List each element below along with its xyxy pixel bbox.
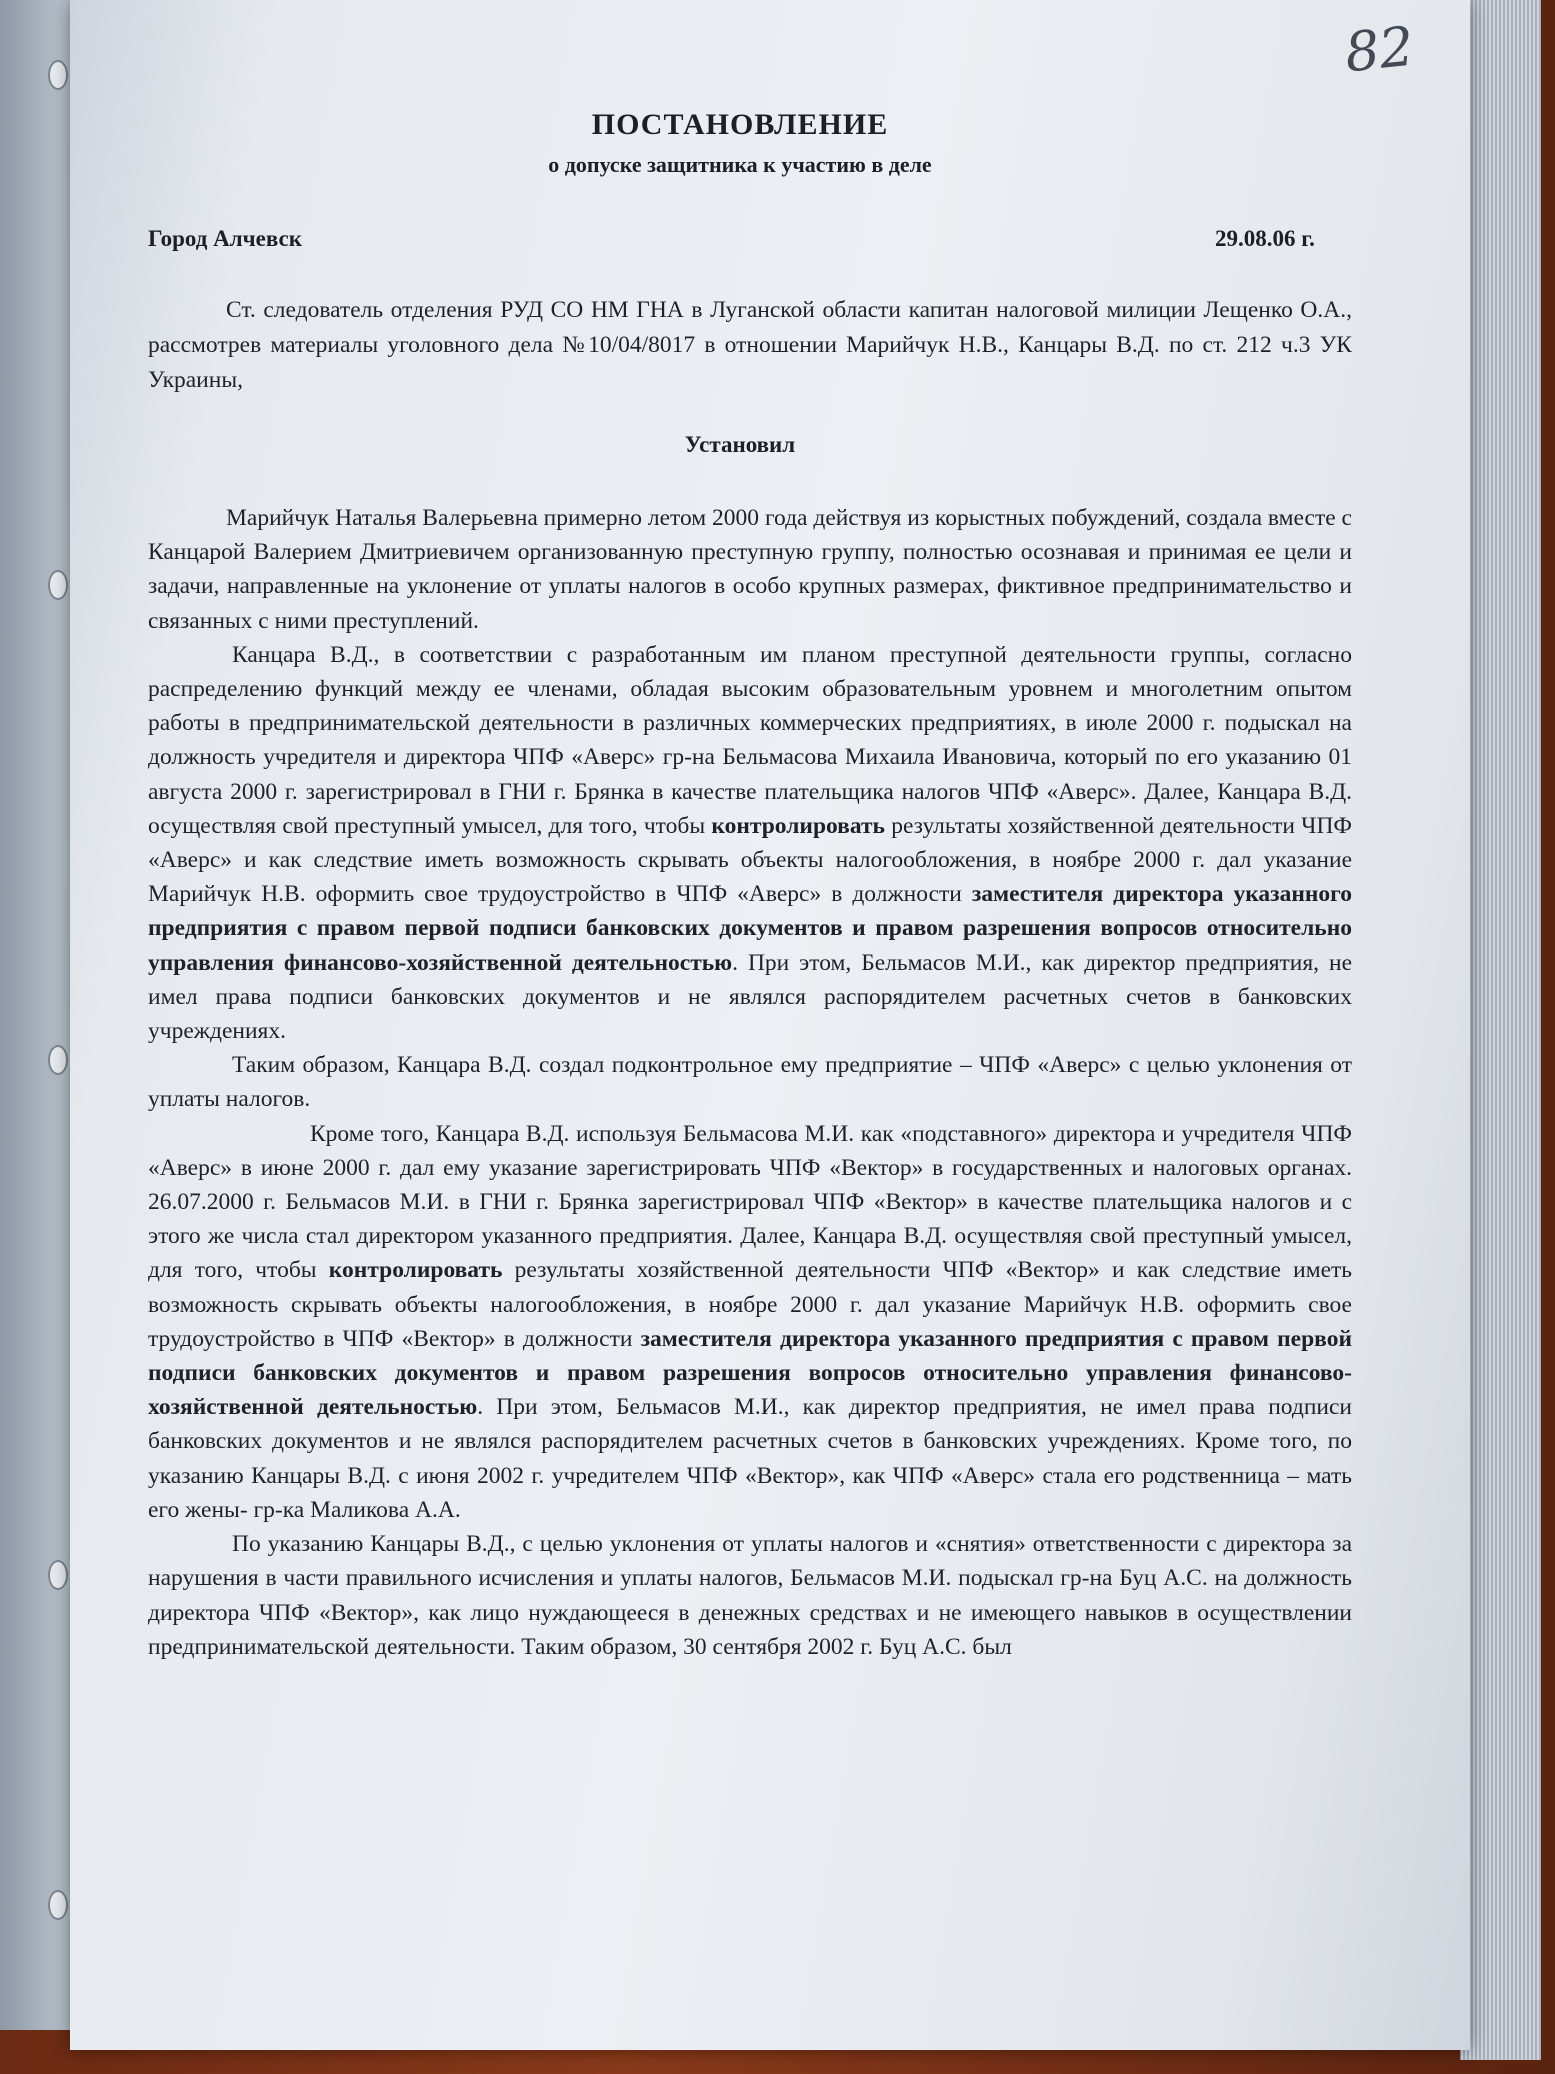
paragraph <box>148 501 1352 638</box>
binding-hole <box>48 1560 68 1590</box>
paragraph <box>148 1117 1352 1527</box>
binding-hole <box>48 570 68 600</box>
document-date: 29.08.06 г. <box>1215 226 1315 251</box>
binding-hole <box>48 1045 68 1075</box>
text-run: . При этом, Бельмасов М.И., как директор предприятия, не имел права подписи банковских документов и не являлся распорядителем расчетных счетов в банковских учреждениях. <box>148 949 1353 1045</box>
document-subtitle: о допуске защитника к участию в деле <box>548 152 932 177</box>
text-run: Кроме того, Канцара В.Д. используя Бельмасова М.И. как «подставного» директора и учредителя ЧПФ «Аверс» в июне 2000 г. дал ему указание зарегистрировать ЧПФ «Вектор» в государственных и налоговых органах. 26.07.2000 г. Бельмасов М.И. в ГНИ г. Брянка зарегистрировал ЧПФ «Вектор» в качестве плательщика налогов и с этого же числа стал директором указанного предприятия. Далее, Канцара В.Д. осуществляя свой преступный умысел, для того, чтобы <box>148 1120 1352 1284</box>
handwritten-page-number: 82 <box>1341 14 1417 85</box>
text-run: результаты хозяйственной деятельности ЧПФ «Аверс» и как следствие иметь возможность скрывать объекты налогообложения, в ноябре 2000 г. дал указание Марийчук Н.В. оформить свое трудоустройство в ЧПФ «Аверс» в должности <box>148 812 1352 908</box>
text-run: результаты хозяйственной деятельности ЧПФ «Вектор» и как следствие иметь возможность скрывать объекты налогообложения, в ноябре 2000 г. дал указание Марийчук Н.В. оформить свое трудоустройство в ЧПФ «Вектор» в должности <box>148 1257 1353 1352</box>
page-stack-edges <box>1460 0 1541 2060</box>
paragraph <box>148 1048 1352 1116</box>
text-run: По указанию Канцары В.Д., с целью уклонения от уплаты налогов и «снятия» ответственности с директора за нарушения в части правильного исчисления и уплаты налогов, Бельмасов М.И. подыскал гр-на Буц А.С. на должность директора ЧПФ «Вектор», как лицо нуждающееся в денежных средствах и не имеющего навыков в осуществлении предпринимательской деятельности. Таким образом, 30 сентября 2002 г. Буц А.С. был <box>148 1531 1352 1660</box>
text-run: Канцара В.Д., в соответствии с разработанным им планом преступной деятельности группы, согласно распределению функций между ее членами, обладая высоким образовательным уровнем и многолетним опытом работы в предпринимательской деятельности в различных коммерческих предприятиях, в июле 2000 г. подыскал на должность учредителя и директора ЧПФ «Аверс» гр-на Бельмасова Михаила Ивановича, который по его указанию 01 августа 2000 г. зарегистрировал в ГНИ г. Брянка в качестве плательщика налогов ЧПФ «Аверс». Далее, Канцара В.Д. осуществляя свой преступный умысел, для того, чтобы <box>148 641 1352 839</box>
intro-paragraph: Ст. следователь отделения РУД СО НМ ГНА в Луганской области капитан налоговой милиции Лещенко О.А., рассмотрев материалы уголовного дела №10/04/8017 в отношении Марийчук Н.В., Канцары В.Д. по ст. 212 ч.3 УК Украины, <box>148 297 1352 393</box>
paragraph <box>148 638 1352 1048</box>
text-run: Марийчук Наталья Валерьевна примерно летом 2000 года действуя из корыстных побуждений, создала вместе с Канцарой Валерием Дмитриевичем организованную преступную группу, полностью осознавая и принимая ее цели и задачи, направленные на уклонение от уплаты налогов в особо крупных размерах, фиктивное предпринимательство и связанных с ними преступлений. <box>148 505 1352 634</box>
bold-text-run: контролировать <box>328 1257 503 1284</box>
document-title: ПОСТАНОВЛЕНИЕ <box>591 108 889 141</box>
section-heading: Установил <box>684 432 796 457</box>
bold-text-run: контролировать <box>711 812 885 839</box>
binding-hole <box>48 1890 68 1920</box>
binding-hole <box>48 60 68 90</box>
bold-text-run: заместителя директора указанного предприятия с правом первой подписи банковских документов и правом разрешения вопросов относительно управления финансово-хозяйственной деятельностью <box>148 1325 1353 1421</box>
bold-text-run: заместителя директора указанного предприятия с правом первой подписи банковских документов и правом разрешения вопросов относительно управления финансово-хозяйственной деятельностью <box>148 881 1352 976</box>
city-label: Город Алчевск <box>148 226 302 251</box>
paragraph <box>148 1527 1352 1664</box>
text-run: . При этом, Бельмасов М.И., как директор предприятия, не имел права подписи банковских документов и не являлся распорядителем расчетных счетов в банковских учреждениях. Кроме того, по указанию Канцары В.Д. с июня 2002 г. учредителем ЧПФ «Вектор», как ЧПФ «Аверс» стала его родственница – мать его жены- гр-ка Маликова А.А. <box>148 1394 1352 1523</box>
body-text <box>148 501 1352 1664</box>
text-run: Таким образом, Канцара В.Д. создал подконтрольное ему предприятие – ЧПФ «Аверс» с целью уклонения от уплаты налогов. <box>148 1052 1352 1113</box>
